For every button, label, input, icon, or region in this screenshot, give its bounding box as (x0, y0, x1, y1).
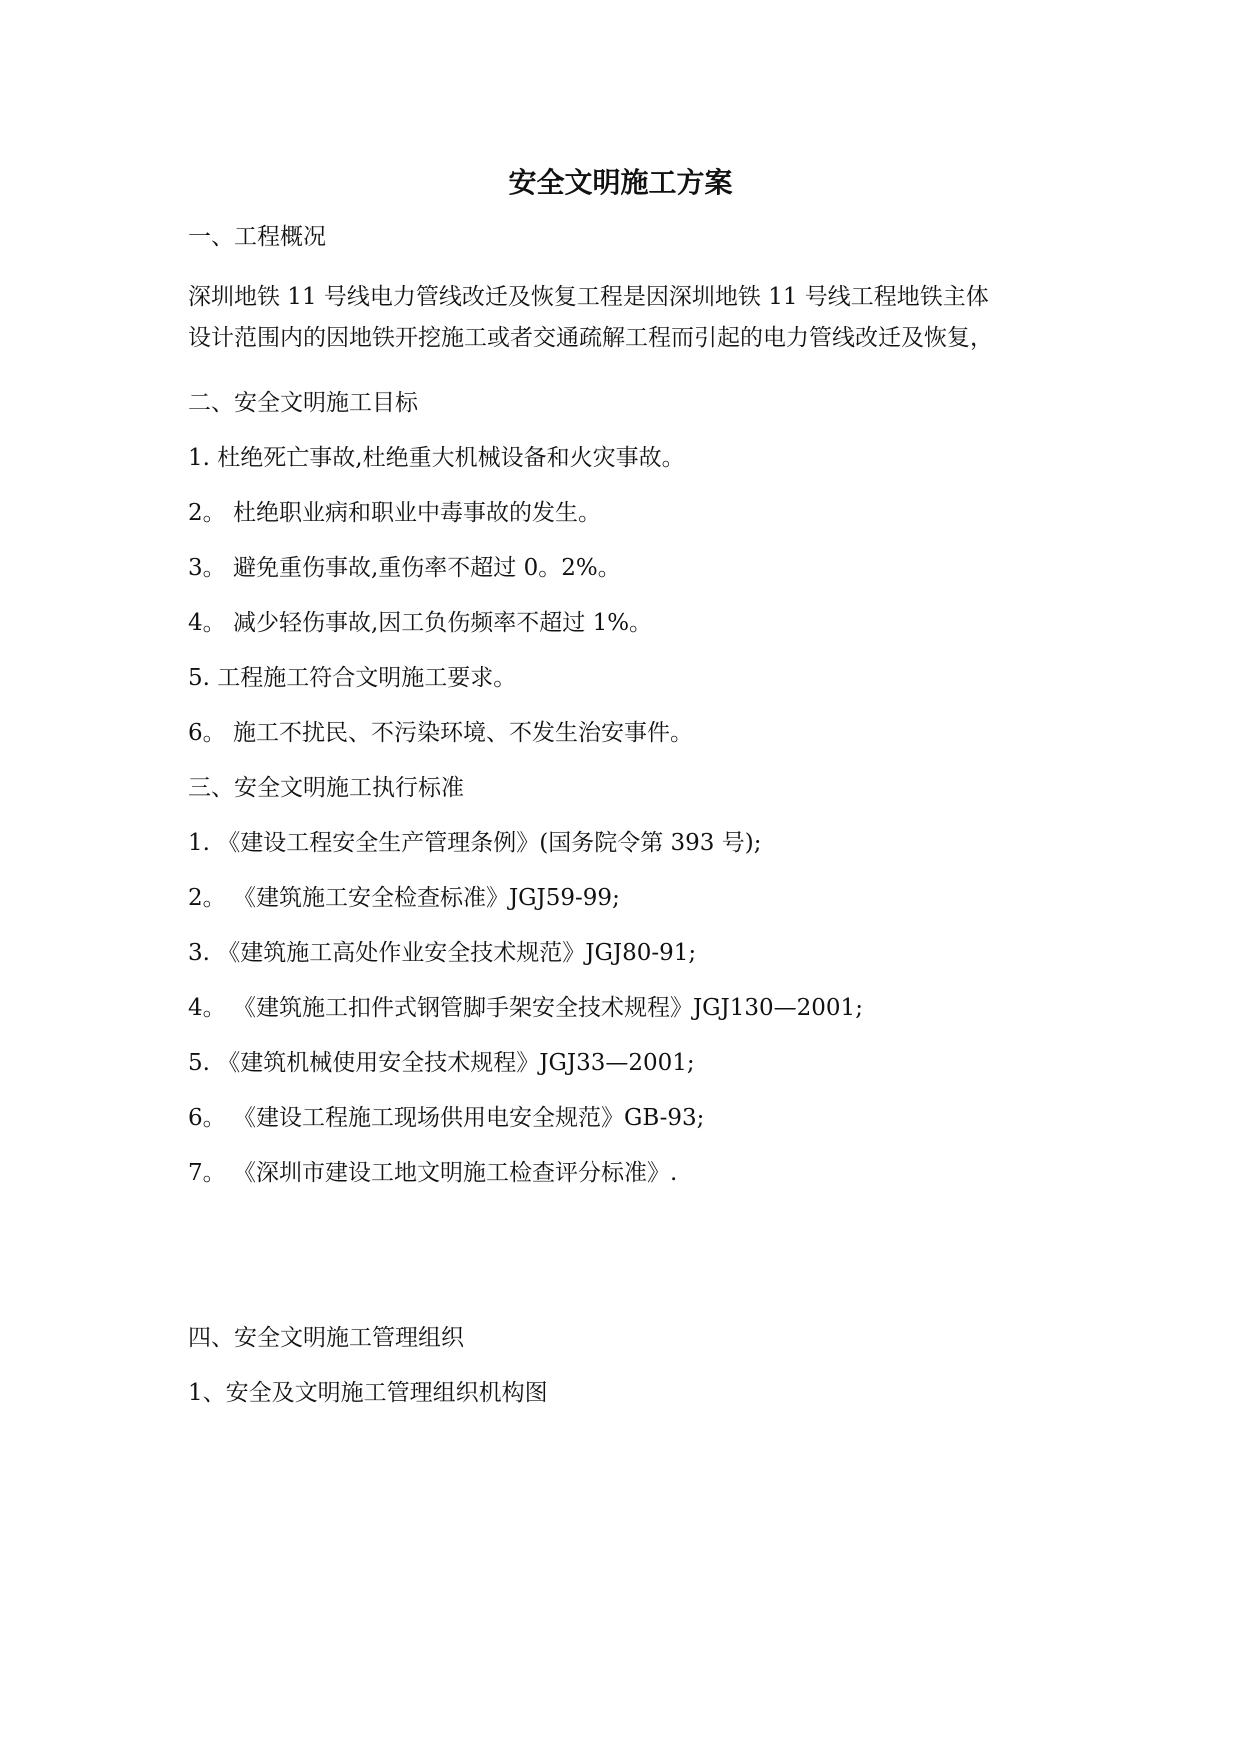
section-heading-management: 四、安全文明施工管理组织 (188, 1325, 464, 1351)
section-heading-overview: 一、工程概况 (188, 224, 326, 250)
standard-item-3: 3. 《建筑施工高处作业安全技术规范》JGJ80-91; (188, 940, 697, 966)
goal-item-2: 2。 杜绝职业病和职业中毒事故的发生。 (188, 500, 601, 526)
goal-item-6: 6。 施工不扰民、不污染环境、不发生治安事件。 (188, 720, 693, 746)
goal-item-1: 1. 杜绝死亡事故,杜绝重大机械设备和火灾事故。 (188, 445, 685, 471)
section-heading-standards: 三、安全文明施工执行标准 (188, 775, 464, 801)
document-title: 安全文明施工方案 (508, 166, 733, 199)
overview-paragraph-line-1: 深圳地铁 11 号线电力管线改迁及恢复工程是因深圳地铁 11 号线工程地铁主体 (188, 284, 989, 310)
management-subheading-1: 1、安全及文明施工管理组织机构图 (188, 1380, 548, 1406)
goal-item-3: 3。 避免重伤事故,重伤率不超过 0。2%。 (188, 555, 621, 581)
standard-item-2: 2。 《建筑施工安全检查标准》JGJ59-99; (188, 885, 620, 911)
goal-item-5: 5. 工程施工符合文明施工要求。 (188, 665, 517, 691)
standard-item-7: 7。 《深圳市建设工地文明施工检查评分标准》. (188, 1160, 678, 1186)
section-heading-goals: 二、安全文明施工目标 (188, 390, 418, 416)
standard-item-6: 6。 《建设工程施工现场供用电安全规范》GB-93; (188, 1105, 705, 1131)
standard-item-4: 4。 《建筑施工扣件式钢管脚手架安全技术规程》JGJ130—2001; (188, 995, 863, 1021)
standard-item-1: 1. 《建设工程安全生产管理条例》(国务院令第 393 号); (188, 830, 762, 856)
goal-item-4: 4。 减少轻伤事故,因工负伤频率不超过 1%。 (188, 610, 653, 636)
standard-item-5: 5. 《建筑机械使用安全技术规程》JGJ33—2001; (188, 1050, 695, 1076)
overview-paragraph-line-2: 设计范围内的因地铁开挖施工或者交通疏解工程而引起的电力管线改迁及恢复， (188, 325, 993, 351)
